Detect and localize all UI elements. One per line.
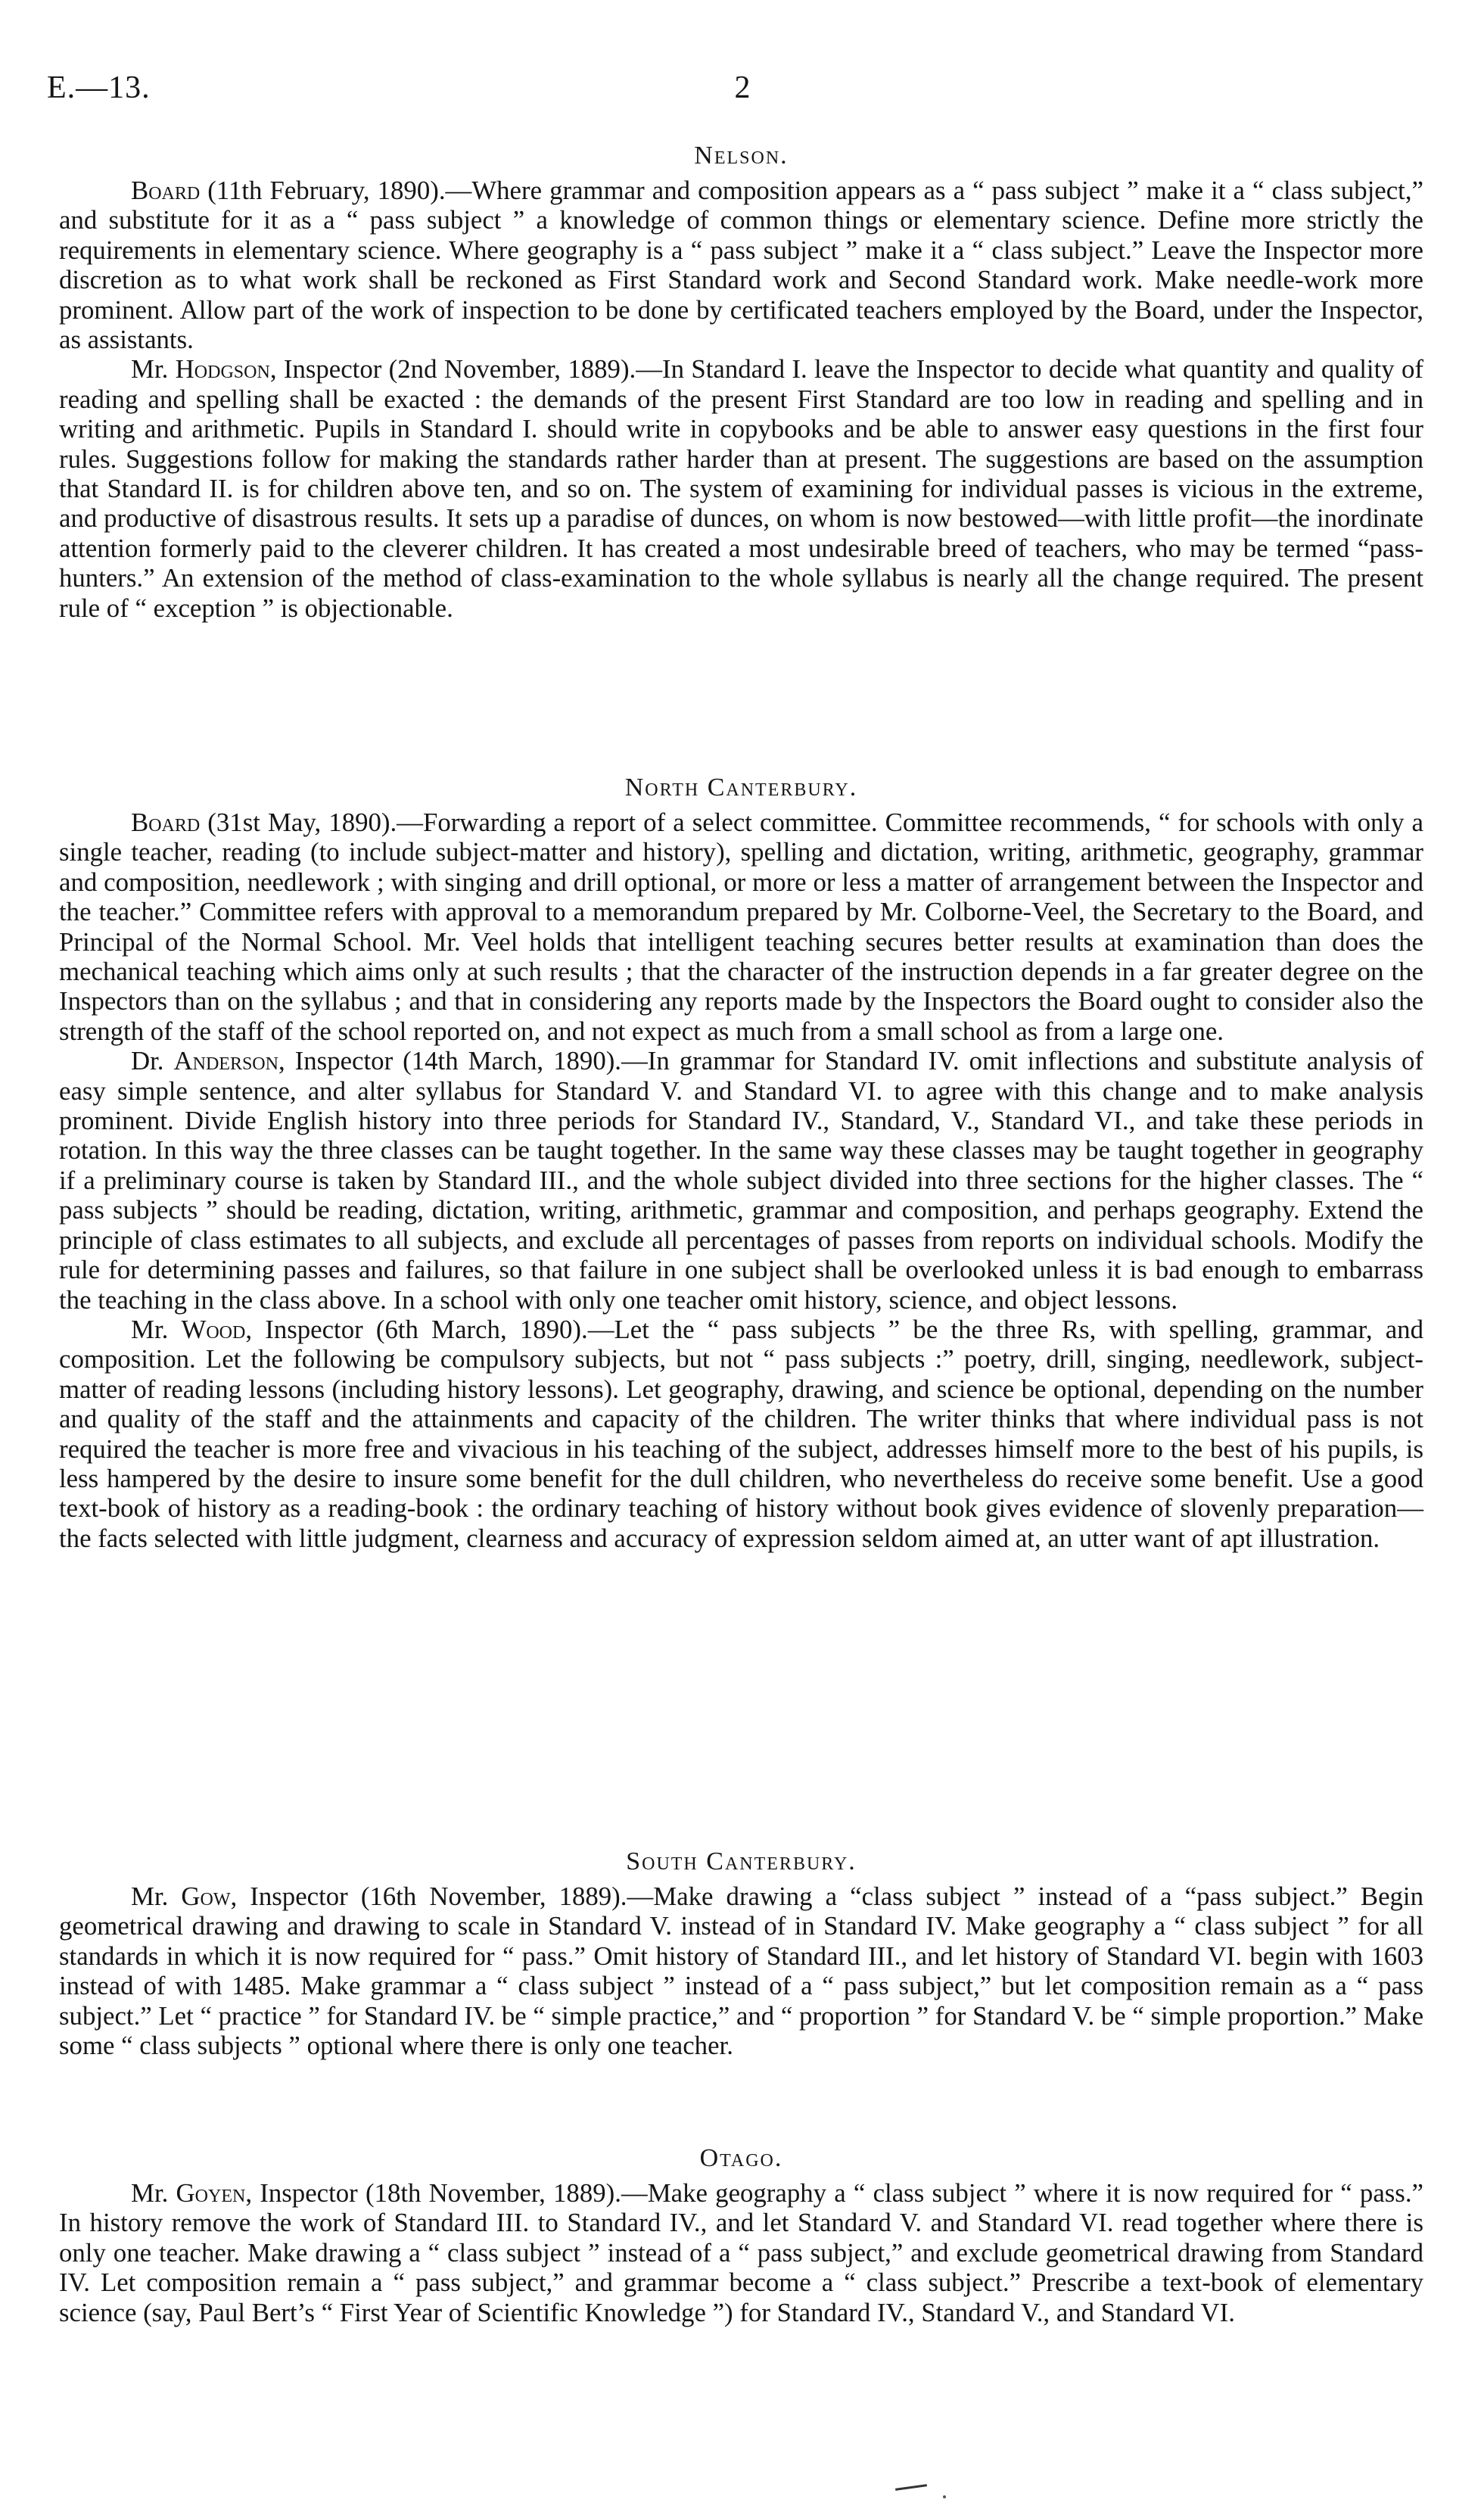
section-north-canterbury xyxy=(59,773,1423,1553)
speaker-name: Anderson xyxy=(173,1046,278,1076)
speaker-name: Board xyxy=(131,808,201,837)
paragraph-text: , Inspector (2nd November, 1889).—In Standard I. leave the Inspector to decide what quantity and quality of reading and spelling shall be exacted : the demands of the present First Standard are too low in reading and spelling and in writing and arithmetic. Pupils in Standard I. should write in copybooks and be able to answer easy questions in the first four rules. Suggestions follow for making the standards rather harder than at present. The suggestions are based on the assumption that Standard II. is for children above ten, and so on. The system of examining for individual passes is vicious in the extreme, and productive of disastrous results. It sets up a paradise of dunces, on whom is now bestowed—with little profit—the inordinate attention formerly paid to the cleverer children. It has created a most undesirable breed of teachers, who may be termed “pass-hunters.” An extension of the method of class-examination to the whole syllabus is nearly all the change required. The present rule of “ exception ” is objectionable. xyxy=(59,354,1424,623)
paragraph xyxy=(59,1882,1423,2060)
page-number: 2 xyxy=(734,70,751,105)
paragraph xyxy=(59,176,1423,354)
paragraph xyxy=(59,354,1423,623)
paragraph-text: , Inspector (6th March, 1890).—Let the “ pass subjects ” be the three Rs, with spelling, grammar, and composition. Let the following be compulsory subjects, but not “ pass subjects :” poetry, drill, singing, needlework, subject-matter of reading lessons (including history lessons). Let geography, drawing, and science be optional, depending on the number and quality of the staff and the attainments and capacity of the children. The writer thinks that where individual pass is not required the teacher is more free and vivacious in his teaching of the subject, addresses himself more to the best of his pupils, is less hampered by the desire to insure some benefit for the dull children, who nevertheless do receive some benefit. Use a good text-book of history as a reading-book : the ordinary teaching of history without book gives evidence of slovenly preparation—the facts selected with little judgment, clearness and accuracy of expression seldom aimed at, an utter want of apt illustration. xyxy=(59,1314,1423,1553)
speaker-name: Gow xyxy=(181,1882,231,1911)
section-heading: Otago. xyxy=(699,2144,783,2172)
paragraph-text: , Inspector (16th November, 1889).—Make drawing a “class subject ” instead of a “pass subject.” Begin geometrical drawing and drawing to scale in Standard V. instead of in Standard IV. Make geography a “ class subject ” for all standards in which it is now required for “ pass.” Omit history of Standard III., and let history of Standard VI. begin with 1603 instead of with 1485. Make grammar a “ class subject ” instead of a “ pass subject,” but let composition remain as a “ pass subject.” Let “ practice ” for Standard IV. be “ simple practice,” and “ proportion ” for Standard V. be “ simple proportion.” Make some “ class subjects ” optional where there is only one teacher. xyxy=(59,1882,1424,2061)
speaker-name: Board xyxy=(131,176,201,205)
speaker-title: Mr. xyxy=(131,2178,176,2208)
paragraph xyxy=(59,1046,1423,1315)
document-reference: E.—13. xyxy=(47,70,151,105)
running-head xyxy=(47,70,1438,115)
speaker-name: Hodgson xyxy=(175,354,270,384)
paragraph-text: (11th February, 1890).—Where grammar and composition appears as a “ pass subject ” make it a “ class subject,” and substitute for it as a “ pass subject ” a knowledge of common things or elementary science. Define more strictly the requirements in elementary science. Where geography is a “ pass subject ” make it a “ class subject.” Leave the Inspector more discretion as to what work shall be reckoned as First Standard work and Second Standard work. Make needle-work more prominent. Allow part of the work of inspection to be done by certificated teachers employed by the Board, under the Inspector, as assistants. xyxy=(59,176,1423,355)
speaker-title: Dr. xyxy=(131,1046,174,1076)
paragraph-text: (31st May, 1890).—Forwarding a report of a select committee. Committee recommends, “ for schools with only a single teacher, reading (to include subject-matter and history), spelling and dictation, writing, arithmetic, geography, grammar and composition, needlework ; with singing and drill optional, or more or less a matter of arrangement between the Inspector and the teacher.” Committee refers with approval to a memorandum prepared by Mr. Colborne-Veel, the Secretary to the Board, and Principal of the Normal School. Mr. Veel holds that intelligent teaching secures better results at examination than does the mechanical teaching which aims only at such results ; that the character of the instruction depends in a far greater degree on the Inspectors than on the syllabus ; and that in considering any reports made by the Inspectors the Board ought to consider also the strength of the staff of the school reported on, and not expect as much from a small school as from a large one. xyxy=(59,808,1423,1046)
section-south-canterbury xyxy=(59,1847,1423,2060)
paragraph-text: , Inspector (18th November, 1889).—Make geography a “ class subject ” where it is now required for “ pass.” In history remove the work of Standard III. to Standard IV., and let Standard V. and Standard VI. read together where there is only one teacher. Make drawing a “ class subject ” instead of a “ pass subject,” and exclude geometrical drawing from Standard IV. Let composition remain a “ pass subject,” and grammar become a “ class subject.” Prescribe a text-book of elementary science (say, Paul Bert’s “ First Year of Scientific Knowledge ”) for Standard IV., Standard V., and Standard VI. xyxy=(59,2178,1423,2327)
section-otago xyxy=(59,2143,1423,2327)
paragraph xyxy=(59,808,1423,1046)
speaker-title: Mr. xyxy=(131,1314,182,1344)
paragraph xyxy=(59,1315,1423,1553)
speaker-title: Mr. xyxy=(131,354,176,384)
paragraph xyxy=(59,2178,1423,2327)
section-heading: South Canterbury. xyxy=(626,1847,857,1875)
paragraph-text: , Inspector (14th March, 1890).—In grammar for Standard IV. omit inflections and substitute analysis of easy simple sentence, and alter syllabus for Standard V. and Standard VI. to agree with this change and to make analysis prominent. Divide English history into three periods for Standard IV., Standard, V., Standard VI., and take these periods in rotation. In this way the three classes can be taught together. In the same way these classes may be taught together in geography if a preliminary course is taken by Standard III., and the whole subject divided into three sections for the higher classes. The “ pass subjects ” should be reading, dictation, writing, arithmetic, grammar and composition, and perhaps geography. Extend the principle of class estimates to all subjects, and exclude all percentages of passes from reports on individual schools. Modify the rule for determining passes and failures, so that failure in one subject shall be overlooked unless it is bad enough to embarrass the teaching in the class above. In a school with only one teacher omit history, science, and object lessons. xyxy=(59,1046,1423,1315)
section-heading: North Canterbury. xyxy=(624,774,858,802)
ink-dot xyxy=(943,2495,946,2498)
ink-mark xyxy=(895,2484,927,2491)
speaker-name: Wood xyxy=(181,1314,246,1344)
speaker-name: Goyen xyxy=(176,2178,246,2208)
speaker-title: Mr. xyxy=(131,1882,182,1911)
section-nelson xyxy=(59,141,1423,623)
section-heading: Nelson. xyxy=(694,142,789,170)
